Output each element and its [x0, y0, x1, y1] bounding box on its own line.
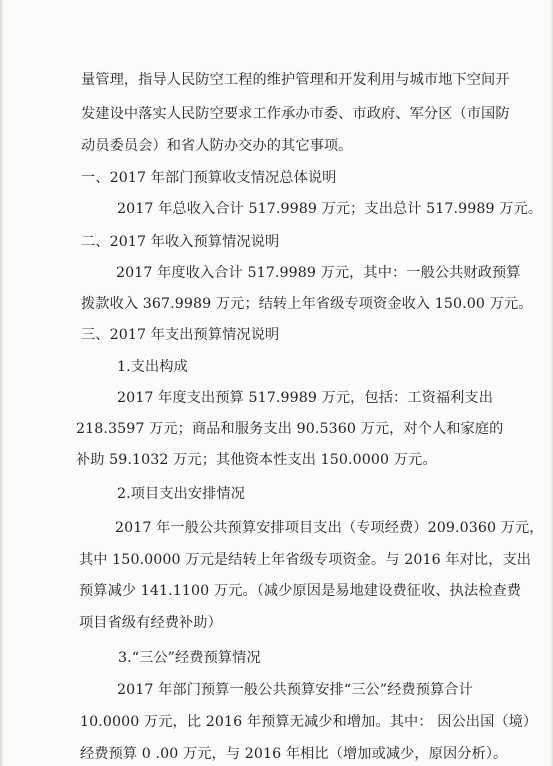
- paragraph-line-22: 经费预算 0 .00 万元，与 2016 年相比（增加或减少，原因分析）。: [80, 746, 508, 762]
- paragraph-line-3: 动员委员会）和省人防办交办的其它事项。: [81, 138, 353, 154]
- paragraph-line-20: 2017 年部门预算一般公共预算安排“三公”经费预算合计: [117, 682, 473, 698]
- paragraph-line-7: 2017 年度收入合计 517.9989 万元，其中：一般公共财政预算: [116, 265, 521, 281]
- subheading-2: 2.项目支出安排情况: [117, 486, 246, 502]
- paragraph-line-12: 218.3597 万元；商品和服务支出 90.5360 万元，对个人和家庭的: [76, 421, 504, 437]
- subheading-3: 3.“三公”经费预算情况: [118, 650, 261, 666]
- section-heading-1: 一、2017 年部门预算收支情况总体说明: [81, 170, 337, 186]
- paragraph-line-16: 其中 150.0000 万元是结转上年省级专项资金。与 2016 年对比，支出: [79, 552, 532, 568]
- paragraph-line-5: 2017 年总收入合计 517.9989 万元；支出总计 517.9989 万元。: [117, 201, 543, 217]
- paragraph-line-18: 项目省级有经费补助）: [79, 615, 222, 631]
- paragraph-line-11: 2017 年度支出预算 517.9989 万元，包括：工资福利支出: [117, 390, 494, 406]
- subheading-1: 1.支出构成: [117, 359, 188, 375]
- section-heading-3: 三、2017 年支出预算情况说明: [81, 327, 280, 343]
- paragraph-line-21: 10.0000 万元，比 2016 年预算无减少和增加。其中： 因公出国（境）: [80, 714, 538, 730]
- paragraph-line-1: 量管理，指导人民防空工程的维护管理和开发利用与城市地下空间开: [81, 72, 510, 88]
- section-heading-2: 二、2017 年收入预算情况说明: [81, 234, 280, 250]
- paragraph-line-13: 补助 59.1032 万元；其他资本性支出 150.0000 万元。: [76, 452, 437, 468]
- paragraph-line-8: 拨款收入 367.9989 万元；结转上年省级专项资金收入 150.00 万元。: [81, 296, 533, 312]
- paragraph-line-17: 预算减少 141.1100 万元。（减少原因是易地建设费征收、执法检查费: [79, 583, 522, 599]
- scan-edge-left: [0, 0, 4, 766]
- paragraph-line-2: 发建设中落实人民防空要求工作承办市委、市政府、军分区（市国防: [81, 106, 510, 122]
- paragraph-line-15: 2017 年一般公共预算安排项目支出（专项经费）209.0360 万元，: [115, 520, 544, 536]
